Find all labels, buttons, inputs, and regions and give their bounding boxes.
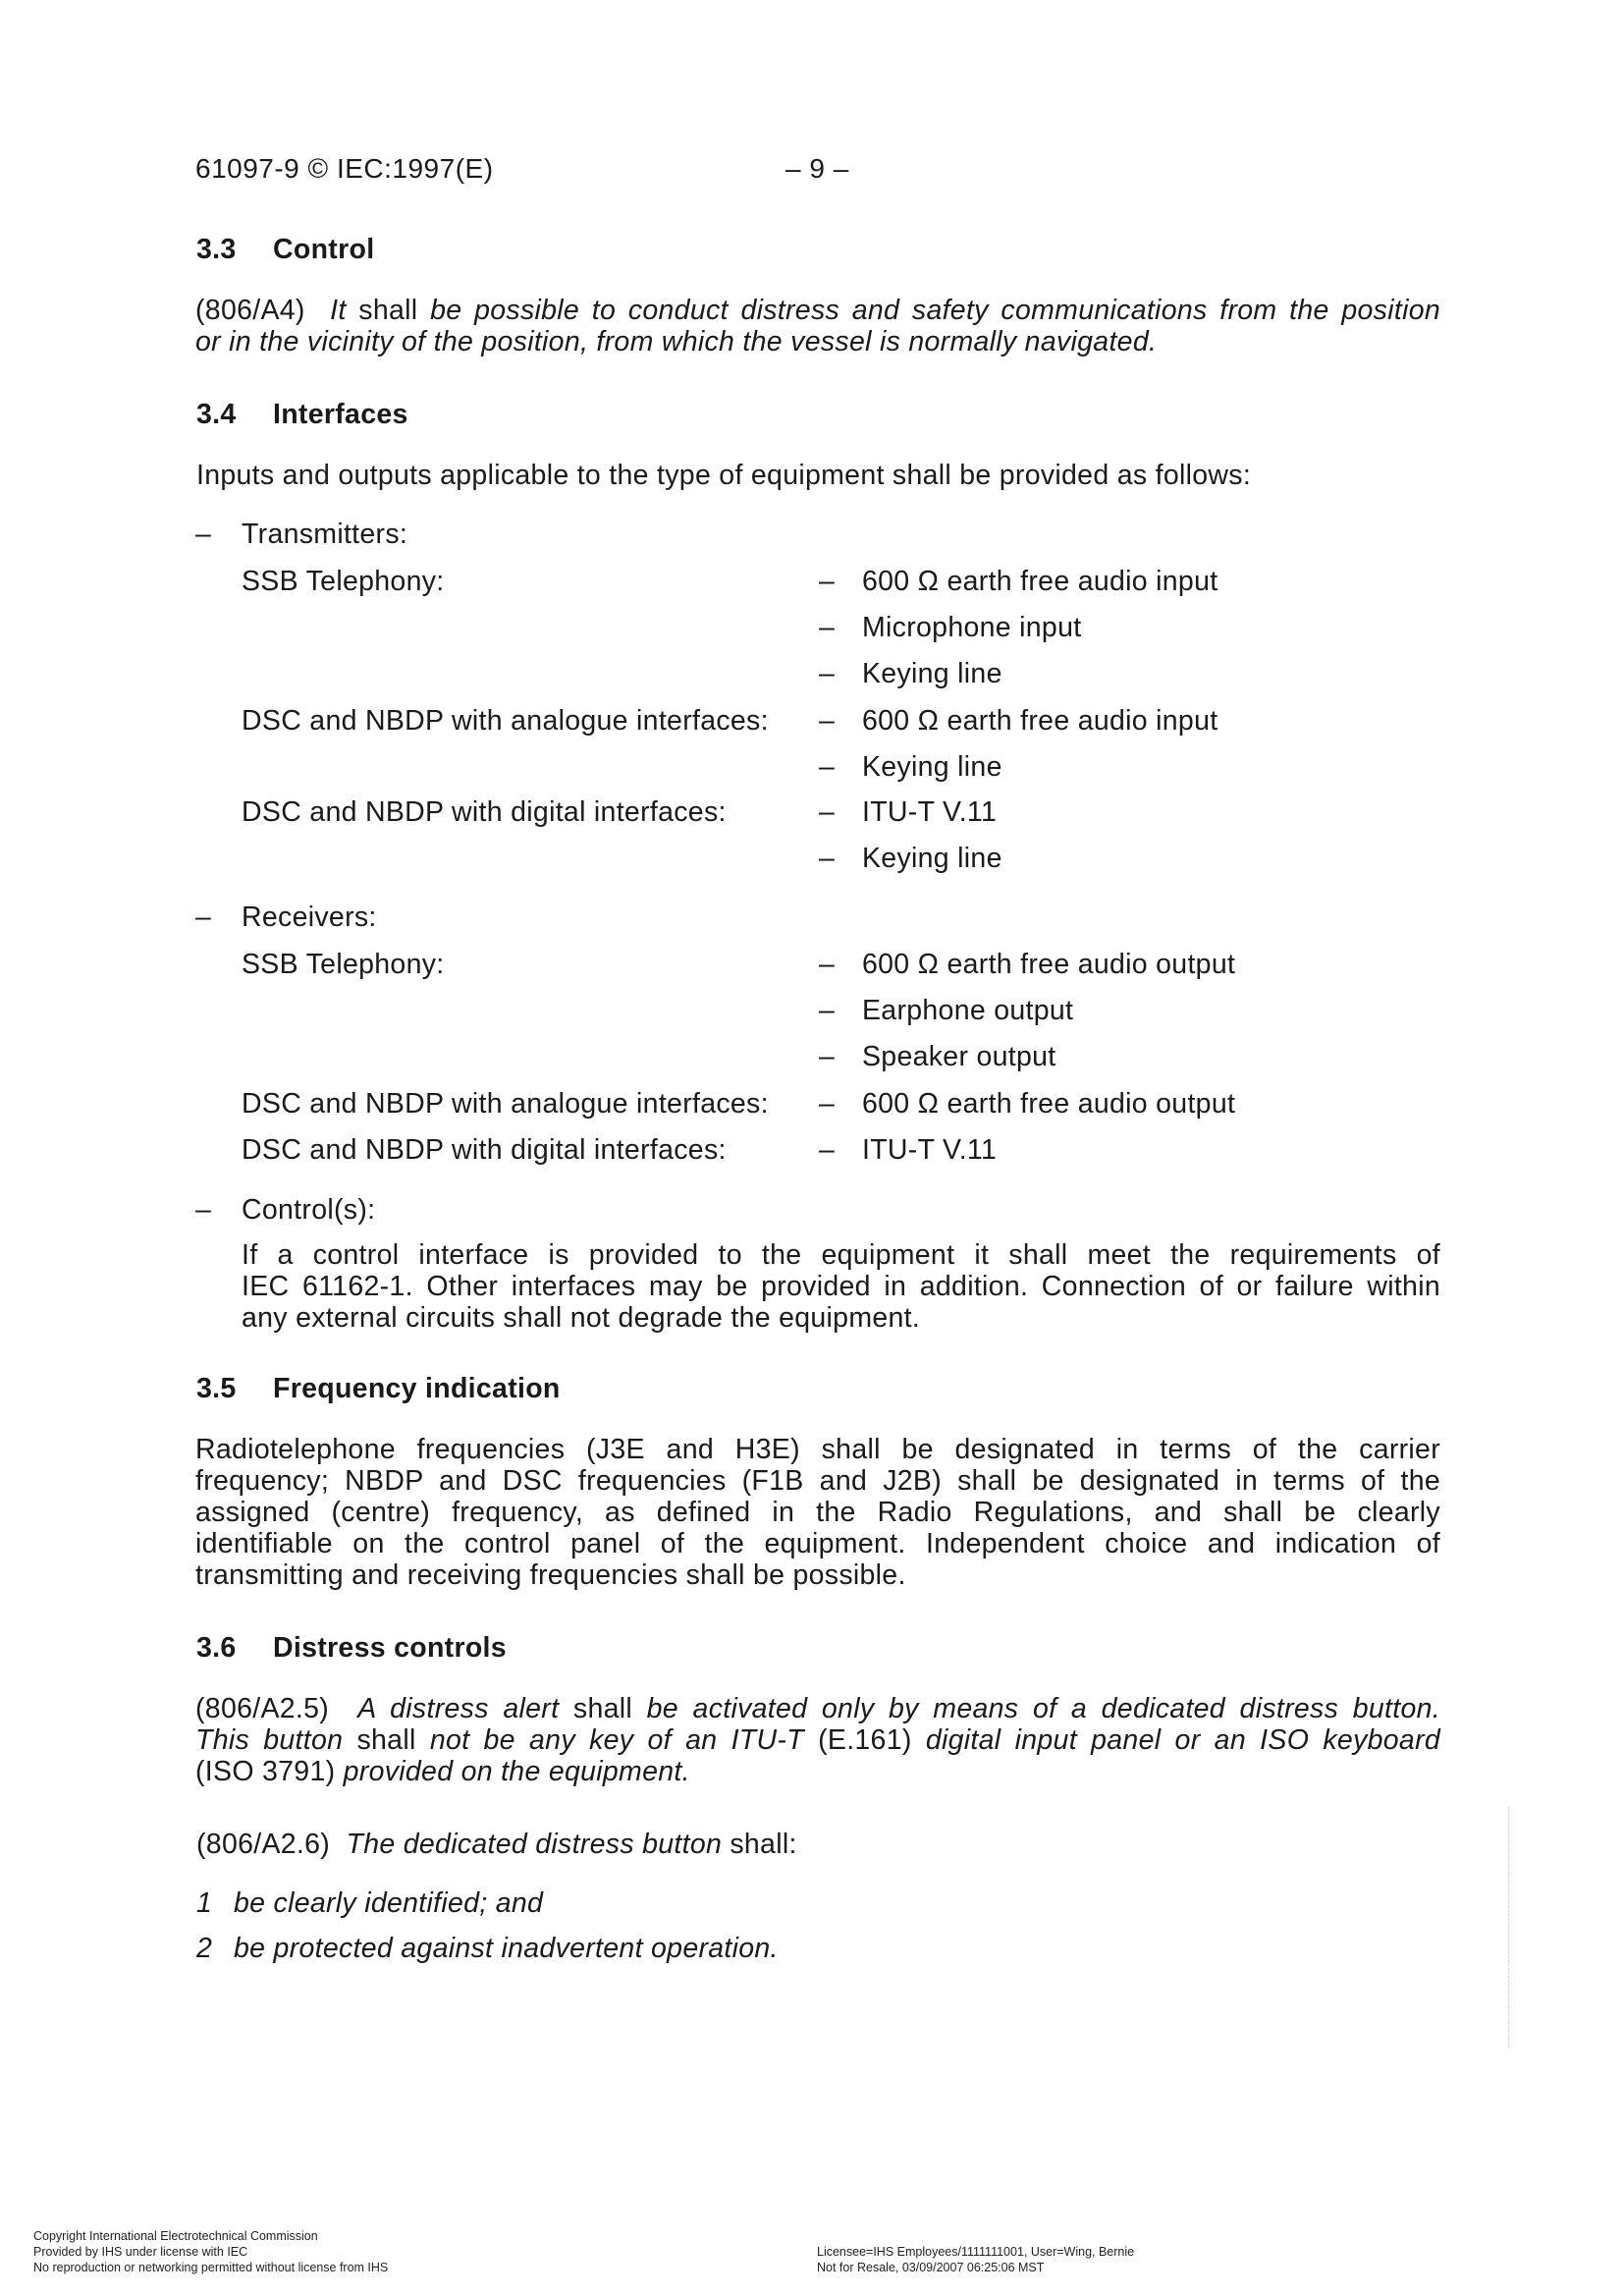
paragraph-line: (806/A2.5) A distress alert shall be activated only by means of a dedicated distress button. bbox=[195, 1693, 1441, 1724]
dash: – bbox=[819, 1088, 836, 1120]
rx-dsc-digital-label: DSC and NBDP with digital interfaces: bbox=[242, 1134, 727, 1166]
controls-label: Control(s): bbox=[242, 1194, 376, 1226]
rx-ssb-label: SSB Telephony: bbox=[242, 949, 445, 980]
rx-ssb-item-1: 600 Ω earth free audio output bbox=[862, 949, 1236, 980]
rx-ssb-item-2: Earphone output bbox=[862, 995, 1074, 1026]
paragraph-line: any external circuits shall not degrade the equipment. bbox=[242, 1302, 921, 1334]
dash: – bbox=[819, 843, 836, 874]
paragraph-line: assigned (centre) frequency, as defined in the Radio Regulations, and shall be clearly bbox=[195, 1497, 1440, 1528]
paragraph-line: transmitting and receiving frequencies shall be possible. bbox=[195, 1559, 906, 1591]
tx-ssb-item-1: 600 Ω earth free audio input bbox=[862, 566, 1218, 597]
list-item-number: 1 bbox=[196, 1887, 213, 1919]
dash: – bbox=[195, 1194, 212, 1226]
rx-dsc-analogue-item-1: 600 Ω earth free audio output bbox=[862, 1088, 1236, 1120]
paragraph-line: If a control interface is provided to the equipment it shall meet the requirements of bbox=[242, 1239, 1440, 1271]
section-3-6-title: Distress controls bbox=[273, 1632, 507, 1664]
tx-dsc-analogue-item-1: 600 Ω earth free audio input bbox=[862, 705, 1218, 737]
paragraph-line: Radiotelephone frequencies (J3E and H3E) shall be designated in terms of the carrier bbox=[195, 1434, 1440, 1465]
document-reference: 61097-9 © IEC:1997(E) bbox=[195, 153, 494, 184]
receivers-label: Receivers: bbox=[242, 902, 377, 933]
rx-ssb-item-3: Speaker output bbox=[862, 1041, 1056, 1072]
copyright-footer: Copyright International Electrotechnical Commission Provided by IHS under license with IEC No reproduction or networking permitted without license from IHS bbox=[33, 2229, 389, 2274]
tx-dsc-analogue-label: DSC and NBDP with analogue interfaces: bbox=[242, 705, 769, 737]
dash: – bbox=[819, 566, 836, 597]
tx-dsc-digital-item-1: ITU-T V.11 bbox=[862, 796, 998, 828]
section-3-6-paragraph-1 bbox=[195, 1693, 1440, 1787]
paragraph-line: (806/A4) It shall be possible to conduct distress and safety communications from the position bbox=[195, 295, 1440, 326]
rx-dsc-digital-item-1: ITU-T V.11 bbox=[862, 1134, 998, 1166]
paragraph-line: This button shall not be any key of an ITU-T (E.161) digital input panel or an ISO keyboard bbox=[195, 1724, 1441, 1756]
section-3-6-number: 3.6 bbox=[196, 1632, 237, 1664]
section-3-5-paragraph bbox=[195, 1434, 1440, 1591]
section-3-3-paragraph bbox=[195, 295, 1440, 357]
transmitters-label: Transmitters: bbox=[242, 519, 408, 550]
page-number: – 9 – bbox=[785, 153, 849, 184]
section-3-4-intro: Inputs and outputs applicable to the type of equipment shall be provided as follows: bbox=[196, 460, 1252, 491]
section-3-4-number: 3.4 bbox=[196, 399, 237, 430]
list-item-text: be clearly identified; and bbox=[234, 1887, 544, 1919]
dash: – bbox=[819, 949, 836, 980]
dash: – bbox=[819, 612, 836, 643]
license-footer: Licensee=IHS Employees/1111111001, User=Wing, Bernie Not for Resale, 03/09/2007 06:25:06 MST bbox=[817, 2245, 1135, 2274]
dash: – bbox=[819, 658, 836, 689]
paragraph-line: frequency; NBDP and DSC frequencies (F1B and J2B) shall be designated in terms of the bbox=[195, 1465, 1440, 1497]
dash: – bbox=[195, 519, 212, 550]
section-3-5-number: 3.5 bbox=[196, 1373, 237, 1404]
section-3-4-title: Interfaces bbox=[273, 399, 408, 430]
tx-dsc-digital-item-2: Keying line bbox=[862, 843, 1002, 874]
section-3-6-paragraph-2: (806/A2.6) The dedicated distress button shall: bbox=[196, 1829, 797, 1860]
paragraph-line: or in the vicinity of the position, from which the vessel is normally navigated. bbox=[195, 326, 1158, 357]
dash: – bbox=[819, 1134, 836, 1166]
controls-paragraph bbox=[242, 1239, 1440, 1334]
tx-dsc-digital-label: DSC and NBDP with digital interfaces: bbox=[242, 796, 727, 828]
paragraph-line: (ISO 3791) provided on the equipment. bbox=[195, 1756, 690, 1787]
tx-ssb-item-2: Microphone input bbox=[862, 612, 1082, 643]
dash: – bbox=[819, 1041, 836, 1072]
dash: – bbox=[819, 751, 836, 783]
tx-ssb-label: SSB Telephony: bbox=[242, 566, 445, 597]
list-item-number: 2 bbox=[196, 1933, 213, 1964]
margin-scan-mark bbox=[1508, 1807, 1509, 2048]
dash: – bbox=[819, 705, 836, 737]
dash: – bbox=[819, 796, 836, 828]
tx-ssb-item-3: Keying line bbox=[862, 658, 1002, 689]
dash: – bbox=[195, 902, 212, 933]
section-3-5-title: Frequency indication bbox=[273, 1373, 561, 1404]
rx-dsc-analogue-label: DSC and NBDP with analogue interfaces: bbox=[242, 1088, 769, 1120]
paragraph-line: identifiable on the control panel of the equipment. Independent choice and indication of bbox=[195, 1528, 1440, 1559]
section-3-3-number: 3.3 bbox=[196, 234, 237, 265]
section-3-3-title: Control bbox=[273, 234, 375, 265]
dash: – bbox=[819, 995, 836, 1026]
paragraph-line: IEC 61162-1. Other interfaces may be provided in addition. Connection of or failure within bbox=[242, 1271, 1440, 1302]
list-item-text: be protected against inadvertent operation. bbox=[234, 1933, 779, 1964]
tx-dsc-analogue-item-2: Keying line bbox=[862, 751, 1002, 783]
